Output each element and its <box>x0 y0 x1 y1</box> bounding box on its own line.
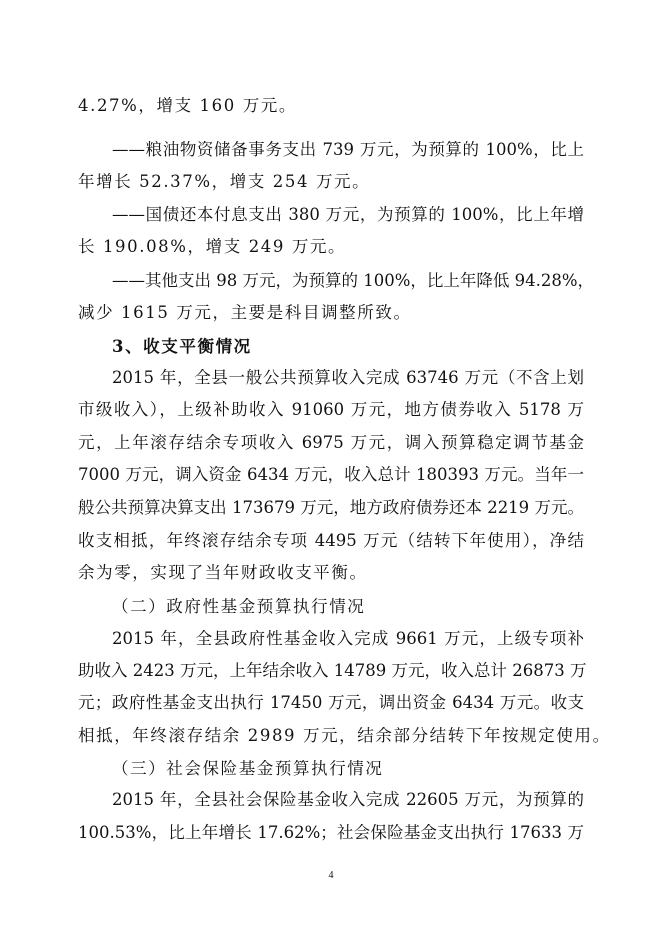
paragraph-line: ——国债还本付息支出 380 万元，为预算的 100%，比上年增 <box>112 205 584 224</box>
page-number: 4 <box>328 870 334 881</box>
paragraph-line: 4.27%，增支 160 万元。 <box>78 96 297 115</box>
paragraph-line: 相抵，年终滚存结余 2989 万元，结余部分结转下年按规定使用。 <box>78 726 611 745</box>
paragraph-line: ——粮油物资储备事务支出 739 万元，为预算的 100%，比上 <box>112 140 584 159</box>
section-heading: （二）政府性基金预算执行情况 <box>112 597 366 616</box>
paragraph-line: 元，上年滚存结余专项收入 6975 万元，调入预算稳定调节基金 <box>78 433 584 452</box>
paragraph-line: 年增长 52.37%，增支 254 万元。 <box>78 172 371 191</box>
paragraph-line: 收支相抵，年终滚存结余专项 4495 万元（结转下年使用），净结 <box>78 531 584 550</box>
paragraph-line: 2015 年，全县社会保险基金收入完成 22605 万元，为预算的 <box>112 790 584 809</box>
paragraph-line: 助收入 2423 万元，上年结余收入 14789 万元，收入总计 26873 万 <box>78 661 587 680</box>
paragraph-line: 减少 1615 万元，主要是科目调整所致。 <box>78 303 412 322</box>
paragraph-line: 长 190.08%，增支 249 万元。 <box>78 237 347 256</box>
paragraph-line: 余为零，实现了当年财政收支平衡。 <box>78 563 368 582</box>
paragraph-line: 2015 年，全县一般公共预算收入完成 63746 万元（不含上划 <box>112 368 584 387</box>
paragraph-line: ——其他支出 98 万元，为预算的 100%，比上年降低 94.28%， <box>112 271 595 290</box>
paragraph-line: 般公共预算决算支出 173679 万元，地方政府债券还本 2219 万元。 <box>78 498 584 517</box>
paragraph-line: 2015 年，全县政府性基金收入完成 9661 万元，上级专项补 <box>112 629 584 648</box>
paragraph-line: 7000 万元，调入资金 6434 万元，收入总计 180393 万元。当年一 <box>78 465 584 484</box>
section-heading: 3、收支平衡情况 <box>112 337 252 356</box>
paragraph-line: 市级收入），上级补助收入 91060 万元，地方债券收入 5178 万 <box>78 400 584 419</box>
paragraph-line: 元；政府性基金支出执行 17450 万元，调出资金 6434 万元。收支 <box>78 693 584 712</box>
paragraph-line: 100.53%，比上年增长 17.62%；社会保险基金支出执行 17633 万 <box>78 823 584 842</box>
section-heading: （三）社会保险基金预算执行情况 <box>112 759 384 778</box>
